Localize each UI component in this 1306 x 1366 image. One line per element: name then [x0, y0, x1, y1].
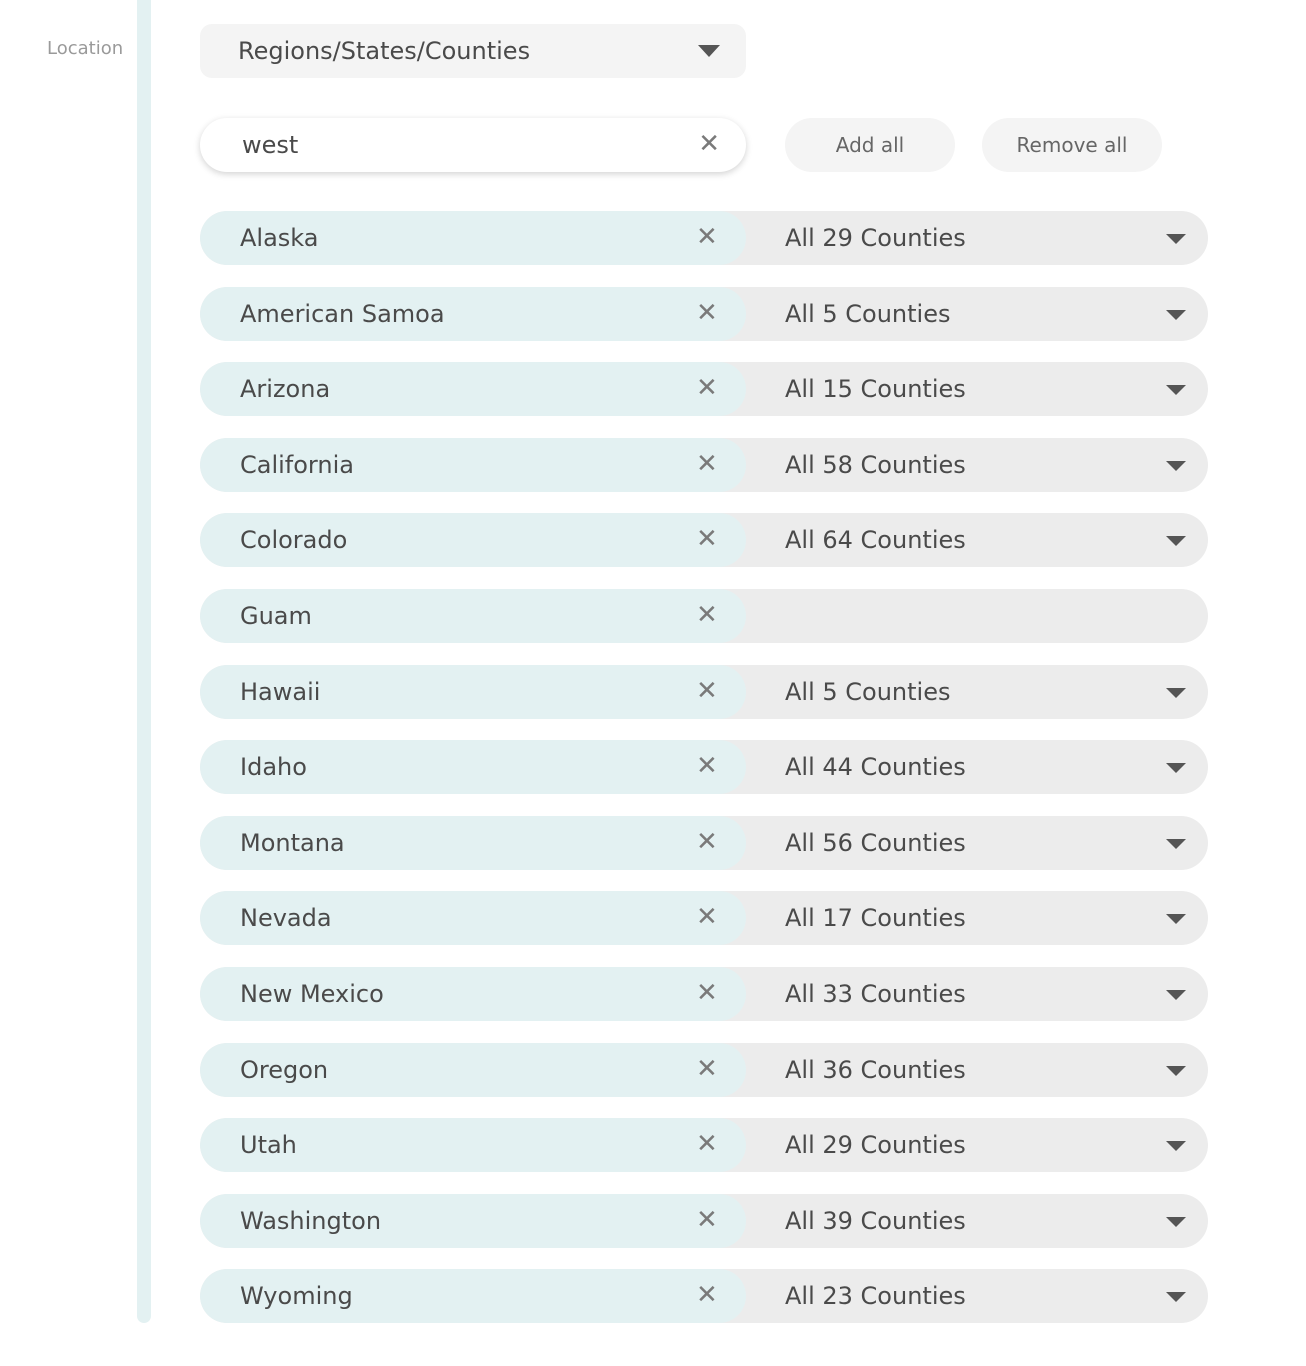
location-row [200, 513, 1208, 567]
county-select-value: All 5 Counties [785, 678, 951, 706]
county-select-value: All 15 Counties [785, 375, 966, 403]
state-name: Hawaii [240, 678, 321, 706]
county-select[interactable] [785, 362, 1208, 416]
state-chip [200, 665, 746, 719]
location-row [200, 891, 1208, 945]
state-name: Idaho [240, 753, 307, 781]
remove-state-close-icon[interactable]: ✕ [696, 298, 718, 328]
chevron-down-icon [698, 45, 720, 57]
county-select-value: All 58 Counties [785, 451, 966, 479]
county-select[interactable] [785, 1194, 1208, 1248]
location-row [200, 665, 1208, 719]
remove-state-close-icon[interactable]: ✕ [696, 524, 718, 554]
remove-state-close-icon[interactable]: ✕ [696, 1129, 718, 1159]
county-select[interactable] [785, 967, 1208, 1021]
location-row [200, 1194, 1208, 1248]
state-chip [200, 438, 746, 492]
county-select-value: All 64 Counties [785, 526, 966, 554]
location-row [200, 438, 1208, 492]
state-name: Alaska [240, 224, 319, 252]
chevron-down-icon [1166, 914, 1186, 924]
state-name: Montana [240, 829, 345, 857]
location-search-input[interactable] [240, 130, 664, 160]
county-select-value: All 23 Counties [785, 1282, 966, 1310]
county-select[interactable] [785, 438, 1208, 492]
chevron-down-icon [1166, 839, 1186, 849]
remove-all-button[interactable]: Remove all [982, 118, 1162, 172]
state-name: California [240, 451, 354, 479]
chevron-down-icon [1166, 1292, 1186, 1302]
state-name: Utah [240, 1131, 297, 1159]
location-row [200, 967, 1208, 1021]
location-row [200, 362, 1208, 416]
remove-state-close-icon[interactable]: ✕ [696, 827, 718, 857]
state-chip [200, 891, 746, 945]
location-row [200, 816, 1208, 870]
remove-state-close-icon[interactable]: ✕ [696, 1054, 718, 1084]
state-chip [200, 287, 746, 341]
state-chip [200, 1118, 746, 1172]
location-row [200, 1043, 1208, 1097]
state-chip [200, 1269, 746, 1323]
county-select-value: All 29 Counties [785, 1131, 966, 1159]
remove-state-close-icon[interactable]: ✕ [696, 676, 718, 706]
state-name: American Samoa [240, 300, 445, 328]
county-select[interactable] [785, 1043, 1208, 1097]
location-search-field[interactable] [200, 118, 746, 172]
chevron-down-icon [1166, 1141, 1186, 1151]
county-select-value: All 36 Counties [785, 1056, 966, 1084]
state-name: Guam [240, 602, 312, 630]
county-select[interactable] [785, 891, 1208, 945]
section-divider-bar [137, 0, 151, 1323]
location-type-value: Regions/States/Counties [238, 37, 531, 65]
location-type-select[interactable] [200, 24, 746, 78]
location-row [200, 1118, 1208, 1172]
state-chip [200, 816, 746, 870]
county-select[interactable] [785, 211, 1208, 265]
county-select-value: All 29 Counties [785, 224, 966, 252]
chevron-down-icon [1166, 234, 1186, 244]
county-select-value: All 39 Counties [785, 1207, 966, 1235]
county-select-value: All 44 Counties [785, 753, 966, 781]
chevron-down-icon [1166, 310, 1186, 320]
close-icon[interactable]: ✕ [698, 129, 720, 159]
county-select[interactable] [785, 513, 1208, 567]
remove-state-close-icon[interactable]: ✕ [696, 373, 718, 403]
county-select[interactable] [785, 1269, 1208, 1323]
county-select-value: All 5 Counties [785, 300, 951, 328]
add-all-button[interactable]: Add all [785, 118, 955, 172]
state-name: Colorado [240, 526, 348, 554]
remove-state-close-icon[interactable]: ✕ [696, 751, 718, 781]
state-chip [200, 740, 746, 794]
county-select[interactable] [785, 287, 1208, 341]
remove-state-close-icon[interactable]: ✕ [696, 600, 718, 630]
state-chip [200, 513, 746, 567]
remove-state-close-icon[interactable]: ✕ [696, 222, 718, 252]
chevron-down-icon [1166, 990, 1186, 1000]
chevron-down-icon [1166, 385, 1186, 395]
chevron-down-icon [1166, 536, 1186, 546]
county-select[interactable] [785, 740, 1208, 794]
state-chip [200, 362, 746, 416]
county-select[interactable] [785, 665, 1208, 719]
state-chip [200, 211, 746, 265]
state-name: Arizona [240, 375, 331, 403]
county-select[interactable] [785, 816, 1208, 870]
state-chip [200, 967, 746, 1021]
state-name: Oregon [240, 1056, 329, 1084]
chevron-down-icon [1166, 1066, 1186, 1076]
state-name: Wyoming [240, 1282, 353, 1310]
county-select-value: All 56 Counties [785, 829, 966, 857]
state-chip [200, 589, 746, 643]
location-row [200, 287, 1208, 341]
location-row [200, 740, 1208, 794]
location-row [200, 1269, 1208, 1323]
chevron-down-icon [1166, 763, 1186, 773]
county-select-value: All 33 Counties [785, 980, 966, 1008]
state-chip [200, 1194, 746, 1248]
remove-state-close-icon[interactable]: ✕ [696, 449, 718, 479]
chevron-down-icon [1166, 688, 1186, 698]
county-select-value: All 17 Counties [785, 904, 966, 932]
location-row [200, 589, 1208, 643]
state-chip [200, 1043, 746, 1097]
state-name: New Mexico [240, 980, 384, 1008]
state-name: Nevada [240, 904, 332, 932]
chevron-down-icon [1166, 461, 1186, 471]
chevron-down-icon [1166, 1217, 1186, 1227]
remove-state-close-icon[interactable]: ✕ [696, 902, 718, 932]
location-label: Location [47, 38, 124, 59]
remove-state-close-icon[interactable]: ✕ [696, 978, 718, 1008]
remove-state-close-icon[interactable]: ✕ [696, 1205, 718, 1235]
location-row [200, 211, 1208, 265]
state-name: Washington [240, 1207, 382, 1235]
remove-state-close-icon[interactable]: ✕ [696, 1280, 718, 1310]
county-select[interactable] [785, 1118, 1208, 1172]
